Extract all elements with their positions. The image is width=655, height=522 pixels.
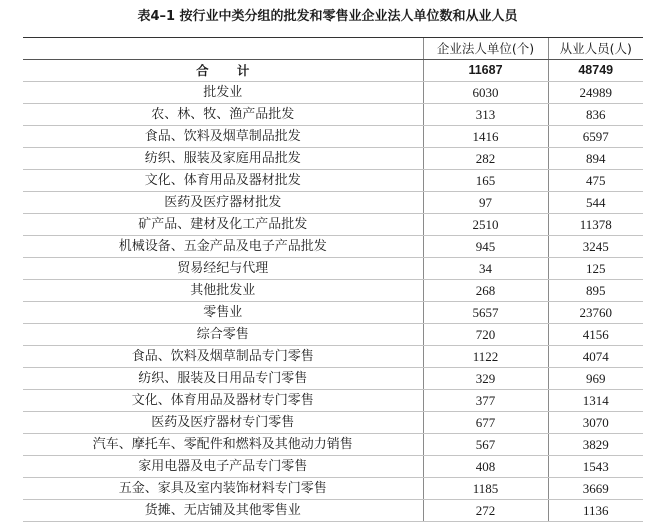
enterprise-count-cell: 677 xyxy=(423,412,548,434)
industry-name-cell: 汽车、摩托车、零配件和燃料及其他动力销售 xyxy=(23,434,423,456)
enterprise-count-cell: 408 xyxy=(423,456,548,478)
enterprise-count-cell: 97 xyxy=(423,192,548,214)
industry-name-cell: 机械设备、五金产品及电子产品批发 xyxy=(23,236,423,258)
enterprise-count-cell: 567 xyxy=(423,434,548,456)
industry-name-cell: 货摊、无店铺及其他零售业 xyxy=(23,500,423,522)
table-row xyxy=(23,170,643,192)
enterprise-count-cell: 34 xyxy=(423,258,548,280)
table-row xyxy=(23,456,643,478)
table-row xyxy=(23,412,643,434)
employee-count-cell: 24989 xyxy=(548,82,643,104)
statistics-table xyxy=(23,37,643,522)
employee-count-cell: 4074 xyxy=(548,346,643,368)
industry-name-cell: 零售业 xyxy=(23,302,423,324)
table-row xyxy=(23,324,643,346)
industry-name-cell: 批发业 xyxy=(23,82,423,104)
enterprise-count-cell: 945 xyxy=(423,236,548,258)
enterprise-count-cell: 2510 xyxy=(423,214,548,236)
enterprise-count-cell: 313 xyxy=(423,104,548,126)
employee-count-cell: 894 xyxy=(548,148,643,170)
table-body xyxy=(23,60,643,522)
industry-name-cell: 医药及医疗器材专门零售 xyxy=(23,412,423,434)
enterprise-count-cell: 1122 xyxy=(423,346,548,368)
employee-count-cell: 3070 xyxy=(548,412,643,434)
table-row xyxy=(23,192,643,214)
industry-name-cell: 食品、饮料及烟草制品批发 xyxy=(23,126,423,148)
enterprise-count-cell: 272 xyxy=(423,500,548,522)
table-row xyxy=(23,280,643,302)
table-row xyxy=(23,478,643,500)
industry-name-cell: 农、林、牧、渔产品批发 xyxy=(23,104,423,126)
total-row xyxy=(23,60,643,82)
table-row xyxy=(23,500,643,522)
employee-count-cell: 4156 xyxy=(548,324,643,346)
employee-count-cell: 475 xyxy=(548,170,643,192)
table-header-row xyxy=(23,38,643,60)
employee-count-cell: 1543 xyxy=(548,456,643,478)
employee-count-cell: 969 xyxy=(548,368,643,390)
industry-name-cell: 家用电器及电子产品专门零售 xyxy=(23,456,423,478)
industry-name-cell: 五金、家具及室内装饰材料专门零售 xyxy=(23,478,423,500)
column-header-enterprises: 企业法人单位(个) xyxy=(423,38,548,60)
enterprise-count-cell: 377 xyxy=(423,390,548,412)
employee-count-cell: 895 xyxy=(548,280,643,302)
employee-count-cell: 3669 xyxy=(548,478,643,500)
employee-count-cell: 836 xyxy=(548,104,643,126)
industry-name-cell: 合 计 xyxy=(23,60,423,82)
enterprise-count-cell: 282 xyxy=(423,148,548,170)
table-row xyxy=(23,368,643,390)
industry-name-cell: 文化、体育用品及器材专门零售 xyxy=(23,390,423,412)
table-row xyxy=(23,104,643,126)
table-row xyxy=(23,390,643,412)
table-row xyxy=(23,236,643,258)
employee-count-cell: 3829 xyxy=(548,434,643,456)
employee-count-cell: 11378 xyxy=(548,214,643,236)
industry-name-cell: 综合零售 xyxy=(23,324,423,346)
table-row xyxy=(23,82,643,104)
table-row xyxy=(23,258,643,280)
table-row xyxy=(23,148,643,170)
employee-count-cell: 544 xyxy=(548,192,643,214)
table-row xyxy=(23,302,643,324)
industry-name-cell: 医药及医疗器材批发 xyxy=(23,192,423,214)
table-row xyxy=(23,346,643,368)
enterprise-count-cell: 1416 xyxy=(423,126,548,148)
table-row xyxy=(23,126,643,148)
industry-name-cell: 纺织、服装及家庭用品批发 xyxy=(23,148,423,170)
page-title: 表4–1 按行业中类分组的批发和零售业企业法人单位数和从业人员 xyxy=(137,9,518,24)
industry-name-cell: 其他批发业 xyxy=(23,280,423,302)
employee-count-cell: 48749 xyxy=(548,60,643,82)
enterprise-count-cell: 6030 xyxy=(423,82,548,104)
column-header-industry xyxy=(23,38,423,60)
employee-count-cell: 3245 xyxy=(548,236,643,258)
industry-name-cell: 文化、体育用品及器材批发 xyxy=(23,170,423,192)
enterprise-count-cell: 329 xyxy=(423,368,548,390)
employee-count-cell: 23760 xyxy=(548,302,643,324)
enterprise-count-cell: 1185 xyxy=(423,478,548,500)
enterprise-count-cell: 165 xyxy=(423,170,548,192)
enterprise-count-cell: 5657 xyxy=(423,302,548,324)
industry-name-cell: 食品、饮料及烟草制品专门零售 xyxy=(23,346,423,368)
industry-name-cell: 纺织、服装及日用品专门零售 xyxy=(23,368,423,390)
industry-name-cell: 矿产品、建材及化工产品批发 xyxy=(23,214,423,236)
enterprise-count-cell: 11687 xyxy=(423,60,548,82)
enterprise-count-cell: 720 xyxy=(423,324,548,346)
employee-count-cell: 1314 xyxy=(548,390,643,412)
employee-count-cell: 125 xyxy=(548,258,643,280)
employee-count-cell: 1136 xyxy=(548,500,643,522)
industry-name-cell: 贸易经纪与代理 xyxy=(23,258,423,280)
table-row xyxy=(23,434,643,456)
column-header-employees: 从业人员(人) xyxy=(548,38,643,60)
enterprise-count-cell: 268 xyxy=(423,280,548,302)
employee-count-cell: 6597 xyxy=(548,126,643,148)
table-row xyxy=(23,214,643,236)
